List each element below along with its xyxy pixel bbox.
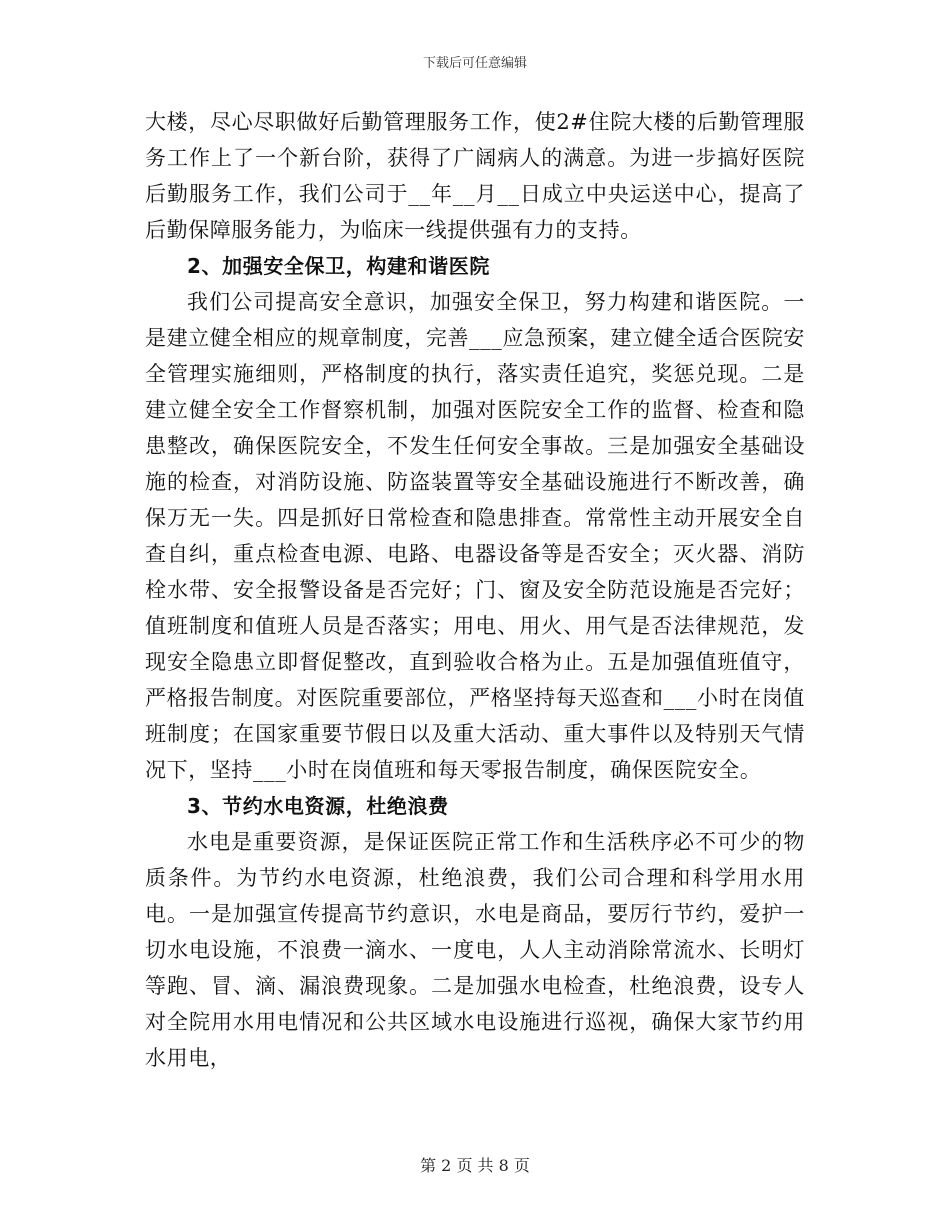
document-body	[145, 104, 805, 1076]
paragraph-utilities: 水电是重要资源，是保证医院正常工作和生活秩序必不可少的物质条件。为节约水电资源，杜绝浪费，我们公司合理和科学用水用电。一是加强宣传提高节约意识，水电是商品，要厉行节约，爱护一切水电设施，不浪费一滴水、一度电，人人主动消除常流水、长明灯等跑、冒、滴、漏浪费现象。二是加强水电检查，杜绝浪费，设专人对全院用水用电情况和公共区域水电设施进行巡视，确保大家节约用水用电，	[145, 830, 805, 1070]
paragraph-security: 我们公司提高安全意识，加强安全保卫，努力构建和谐医院。一是建立健全相应的规章制度，完善___应急预案，建立健全适合医院安全管理实施细则，严格制度的执行，落实责任追究，奖惩兑现。二是建立健全安全工作督察机制，加强对医院安全工作的监督、检查和隐患整改，确保医院安全，不发生任何安全事故。三是加强安全基础设施的检查，对消防设施、防盗装置等安全基础设施进行不断改善，确保万无一失。四是抓好日常检查和隐患排查。常常性主动开展安全自查自纠，重点检查电源、电路、电器设备等是否安全；灭火器、消防栓水带、安全报警设备是否完好；门、窗及安全防范设施是否完好；值班制度和值班人员是否落实；用电、用火、用气是否法律规范，发现安全隐患立即督促整改，直到验收合格为止。五是加强值班值守，严格报告制度。对医院重要部位，严格坚持每天巡查和___小时在岗值班制度；在国家重要节假日以及重大活动、重大事件以及特别天气情况下，坚持___小时在岗值班和每天零报告制度，确保医院安全。	[145, 290, 805, 782]
section-heading-utilities: 3、节约水电资源，杜绝浪费	[187, 794, 449, 818]
section-heading-security: 2、加强安全保卫，构建和谐医院	[187, 254, 490, 278]
paragraph-continued: 大楼，尽心尽职做好后勤管理服务工作，使2#住院大楼的后勤管理服务工作上了一个新台阶，获得了广阔病人的满意。为进一步搞好医院后勤服务工作，我们公司于__年__月__日成立中央运送中心，提高了后勤保障服务能力，为临床一线提供强有力的支持。	[145, 110, 805, 242]
page-header: 下载后可任意编辑	[422, 56, 527, 71]
page-number: 第 2 页 共 8 页	[420, 1156, 530, 1175]
